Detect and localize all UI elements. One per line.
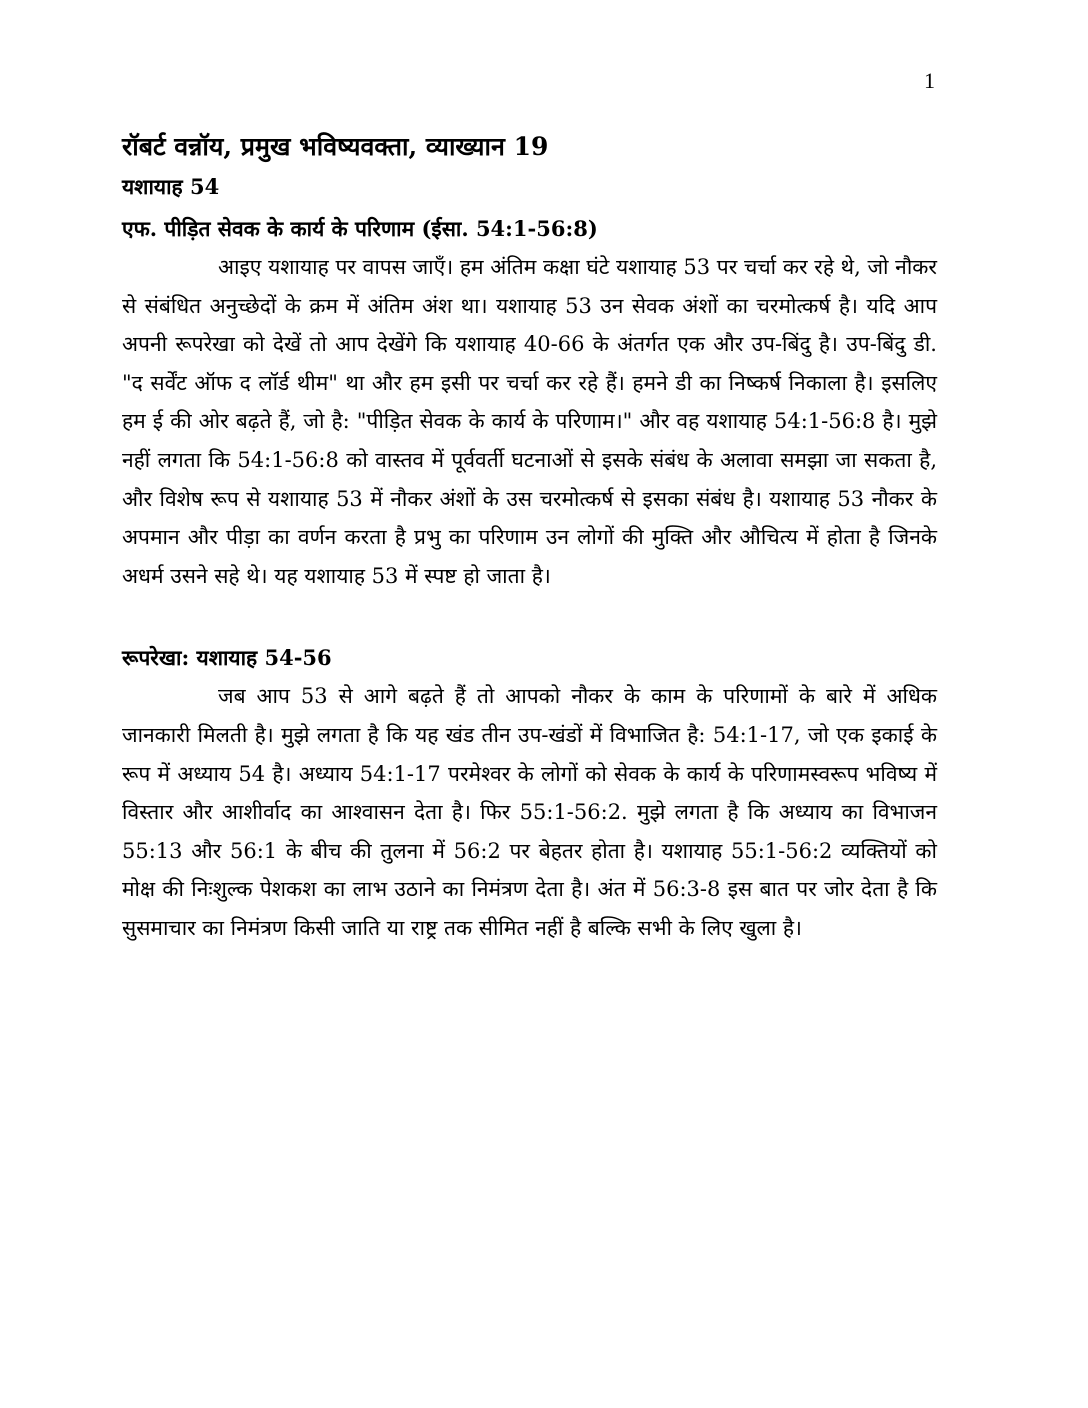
document-body bbox=[122, 128, 937, 948]
page-number: 1 bbox=[924, 68, 935, 93]
paragraph-outline: जब आप 53 से आगे बढ़ते हैं तो आपको नौकर के काम के परिणामों के बारे में अधिक जानकारी मिलती है। मुझे लगता है कि यह खंड तीन उप-खंडों में विभाजित है: 54:1-17, जो एक इकाई के रूप में अध्याय 54 है। अध्याय 54:1-17 परमेश्वर के लोगों को सेवक के कार्य के परिणामस्वरूप भविष्य में विस्तार और आशीर्वाद का आश्वासन देता है। फिर 55:1-56:2. मुझे लगता है कि अध्याय का विभाजन 55:13 और 56:1 के बीच की तुलना में 56:2 पर बेहतर होता है। यशायाह 55:1-56:2 व्यक्तियों को मोक्ष की निःशुल्क पेशकश का लाभ उठाने का निमंत्रण देता है। अंत में 56:3-8 इस बात पर जोर देता है कि सुसमाचार का निमंत्रण किसी जाति या राष्ट्र तक सीमित नहीं है बल्कि सभी के लिए खुला है। bbox=[122, 684, 937, 940]
document-title: रॉबर्ट वन्नॉय, प्रमुख भविष्यवक्ता, व्याख्यान 19 bbox=[122, 132, 549, 161]
section-heading-results: एफ. पीड़ित सेवक के कार्य के परिणाम (ईसा. 54:1-56:8) bbox=[122, 216, 598, 241]
section-heading-outline: रूपरेखा: यशायाह 54-56 bbox=[122, 645, 332, 671]
document-subtitle: यशायाह 54 bbox=[122, 174, 220, 199]
paragraph-intro: आइए यशायाह पर वापस जाएँ। हम अंतिम कक्षा घंटे यशायाह 53 पर चर्चा कर रहे थे, जो नौकर से संबंधित अनुच्छेदों के क्रम में अंतिम अंश था। यशायाह 53 उन सेवक अंशों का चरमोत्कर्ष है। यदि आप अपनी रूपरेखा को देखें तो आप देखेंगे कि यशायाह 40-66 के अंतर्गत एक और उप-बिंदु है। उप-बिंदु डी. "द सर्वेंट ऑफ द लॉर्ड थीम" था और हम इसी पर चर्चा कर रहे हैं। हमने डी का निष्कर्ष निकाला है। इसलिए हम ई की ओर बढ़ते हैं, जो है: "पीड़ित सेवक के कार्य के परिणाम।" और वह यशायाह 54:1-56:8 है। मुझे नहीं लगता कि 54:1-56:8 को वास्तव में पूर्ववर्ती घटनाओं से इसके संबंध के अलावा समझा जा सकता है, और विशेष रूप से यशायाह 53 में नौकर अंशों के उस चरमोत्कर्ष से इसका संबंध है। यशायाह 53 नौकर के अपमान और पीड़ा का वर्णन करता है प्रभु का परिणाम उन लोगों की मुक्ति और औचित्य में होता है जिनके अधर्म उसने सहे थे। यह यशायाह 53 में स्पष्ट हो जाता है। bbox=[122, 255, 937, 588]
section-gap bbox=[122, 595, 937, 635]
